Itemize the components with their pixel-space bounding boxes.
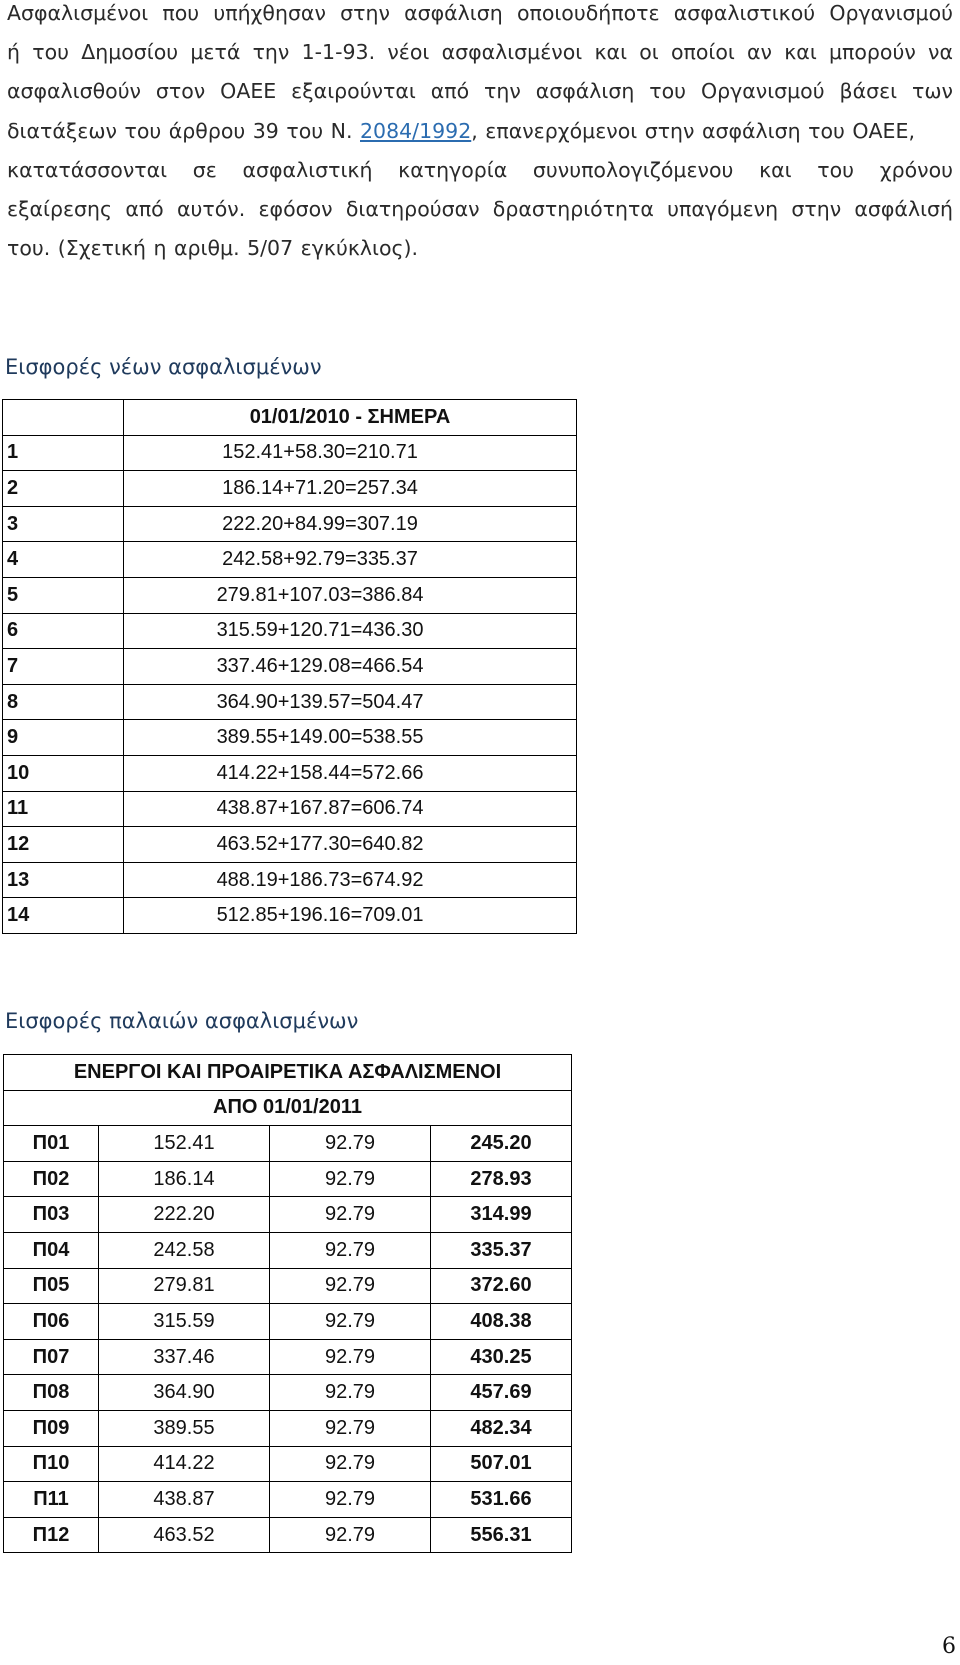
contribution-cell: 389.55+149.00=538.55 <box>124 720 577 756</box>
category-cell: 7 <box>3 649 124 685</box>
extra-amount-cell: 92.79 <box>270 1304 431 1340</box>
table-row <box>4 1304 572 1340</box>
page-number: 6 <box>942 1634 956 1659</box>
category-cell: Π12 <box>4 1517 99 1553</box>
table-row <box>4 1375 572 1411</box>
table-row <box>4 1197 572 1233</box>
extra-amount-cell: 92.79 <box>270 1410 431 1446</box>
table-row <box>3 577 577 613</box>
contribution-cell: 242.58+92.79=335.37 <box>124 542 577 578</box>
base-amount-cell: 279.81 <box>99 1268 270 1304</box>
category-cell: Π05 <box>4 1268 99 1304</box>
category-cell: Π01 <box>4 1126 99 1162</box>
table-header-row <box>4 1055 572 1091</box>
category-cell: Π04 <box>4 1232 99 1268</box>
category-cell: 2 <box>3 471 124 507</box>
category-cell: 11 <box>3 791 124 827</box>
table-row <box>3 506 577 542</box>
table-header-row <box>3 400 577 436</box>
date-header: ΑΠΟ 01/01/2011 <box>4 1090 572 1126</box>
category-cell: 13 <box>3 862 124 898</box>
table-row <box>3 435 577 471</box>
contribution-cell: 222.20+84.99=307.19 <box>124 506 577 542</box>
paragraph-line-with-link <box>7 112 953 151</box>
law-link[interactable]: 2084/1992 <box>360 118 472 143</box>
category-cell: Π07 <box>4 1339 99 1375</box>
contribution-cell: 364.90+139.57=504.47 <box>124 684 577 720</box>
extra-amount-cell: 92.79 <box>270 1126 431 1162</box>
total-cell: 457.69 <box>431 1375 572 1411</box>
contribution-cell: 152.41+58.30=210.71 <box>124 435 577 471</box>
category-cell: 12 <box>3 827 124 863</box>
extra-amount-cell: 92.79 <box>270 1232 431 1268</box>
table-row <box>3 684 577 720</box>
table-row <box>3 862 577 898</box>
empty-header-cell <box>3 400 124 436</box>
category-cell: 8 <box>3 684 124 720</box>
category-cell: 9 <box>3 720 124 756</box>
base-amount-cell: 315.59 <box>99 1304 270 1340</box>
total-cell: 430.25 <box>431 1339 572 1375</box>
base-amount-cell: 463.52 <box>99 1517 270 1553</box>
new-insured-table <box>2 399 577 934</box>
table-row <box>4 1482 572 1518</box>
extra-amount-cell: 92.79 <box>270 1517 431 1553</box>
total-cell: 507.01 <box>431 1446 572 1482</box>
old-insured-table <box>3 1054 572 1553</box>
insured-type-header: ΕΝΕΡΓΟΙ ΚΑΙ ΠΡΟΑΙΡΕΤΙΚΑ ΑΣΦΑΛΙΣΜΕΝΟΙ <box>4 1055 572 1091</box>
category-cell: Π02 <box>4 1161 99 1197</box>
extra-amount-cell: 92.79 <box>270 1339 431 1375</box>
total-cell: 335.37 <box>431 1232 572 1268</box>
table-row <box>3 827 577 863</box>
table-row <box>3 542 577 578</box>
extra-amount-cell: 92.79 <box>270 1268 431 1304</box>
extra-amount-cell: 92.79 <box>270 1197 431 1233</box>
new-insured-heading: Εισφορές νέων ασφαλισμένων <box>5 355 322 379</box>
total-cell: 314.99 <box>431 1197 572 1233</box>
paragraph-line: του. (Σχετική η αριθμ. 5/07 εγκύκλιος). <box>7 236 419 261</box>
table-row <box>3 720 577 756</box>
table-row <box>4 1410 572 1446</box>
total-cell: 245.20 <box>431 1126 572 1162</box>
contribution-cell: 337.46+129.08=466.54 <box>124 649 577 685</box>
paragraph-line: κατατάσσονται σε ασφαλιστική κατηγορία συνυπολογιζόμενου και του χρόνου <box>7 157 953 182</box>
category-cell: 14 <box>3 898 124 934</box>
extra-amount-cell: 92.79 <box>270 1375 431 1411</box>
base-amount-cell: 438.87 <box>99 1482 270 1518</box>
category-cell: Π09 <box>4 1410 99 1446</box>
contribution-cell: 315.59+120.71=436.30 <box>124 613 577 649</box>
contribution-cell: 438.87+167.87=606.74 <box>124 791 577 827</box>
category-cell: Π11 <box>4 1482 99 1518</box>
total-cell: 372.60 <box>431 1268 572 1304</box>
intro-paragraph <box>7 0 953 268</box>
table-row <box>4 1446 572 1482</box>
paragraph-text: διατάξεων του άρθρου 39 του Ν. <box>7 118 360 143</box>
category-cell: Π06 <box>4 1304 99 1340</box>
base-amount-cell: 389.55 <box>99 1410 270 1446</box>
paragraph-line: εξαίρεσης από αυτόν. εφόσον διατηρούσαν δραστηριότητα υπαγόμενη στην ασφάλισή <box>7 197 953 222</box>
table-row <box>4 1517 572 1553</box>
contribution-cell: 463.52+177.30=640.82 <box>124 827 577 863</box>
base-amount-cell: 364.90 <box>99 1375 270 1411</box>
contribution-cell: 414.22+158.44=572.66 <box>124 755 577 791</box>
table-row <box>4 1339 572 1375</box>
table-row <box>4 1126 572 1162</box>
total-cell: 278.93 <box>431 1161 572 1197</box>
contribution-cell: 279.81+107.03=386.84 <box>124 577 577 613</box>
table-row <box>4 1161 572 1197</box>
category-cell: Π08 <box>4 1375 99 1411</box>
total-cell: 408.38 <box>431 1304 572 1340</box>
extra-amount-cell: 92.79 <box>270 1161 431 1197</box>
base-amount-cell: 222.20 <box>99 1197 270 1233</box>
base-amount-cell: 242.58 <box>99 1232 270 1268</box>
contribution-cell: 512.85+196.16=709.01 <box>124 898 577 934</box>
period-header: 01/01/2010 - ΣΗΜΕΡΑ <box>124 400 577 436</box>
paragraph-line: ή του Δημοσίου μετά την 1-1-93. νέοι ασφαλισμένοι και οι οποίοι αν και μπορούν να <box>7 40 953 65</box>
contribution-cell: 488.19+186.73=674.92 <box>124 862 577 898</box>
table-row <box>4 1268 572 1304</box>
paragraph-line: ασφαλισθούν στον ΟΑΕΕ εξαιρούνται από την ασφάλιση του Οργανισμού βάσει των <box>7 79 953 104</box>
table-row <box>3 471 577 507</box>
total-cell: 482.34 <box>431 1410 572 1446</box>
extra-amount-cell: 92.79 <box>270 1446 431 1482</box>
base-amount-cell: 152.41 <box>99 1126 270 1162</box>
base-amount-cell: 186.14 <box>99 1161 270 1197</box>
table-row <box>3 898 577 934</box>
total-cell: 556.31 <box>431 1517 572 1553</box>
category-cell: Π03 <box>4 1197 99 1233</box>
table-row <box>3 755 577 791</box>
table-header-row <box>4 1090 572 1126</box>
base-amount-cell: 414.22 <box>99 1446 270 1482</box>
table-row <box>4 1232 572 1268</box>
base-amount-cell: 337.46 <box>99 1339 270 1375</box>
category-cell: 4 <box>3 542 124 578</box>
extra-amount-cell: 92.79 <box>270 1482 431 1518</box>
table-row <box>3 791 577 827</box>
paragraph-line: Ασφαλισμένοι που υπήχθησαν στην ασφάλιση οποιουδήποτε ασφαλιστικού Οργανισμού <box>7 1 953 25</box>
table-row <box>3 649 577 685</box>
category-cell: 10 <box>3 755 124 791</box>
category-cell: 5 <box>3 577 124 613</box>
category-cell: Π10 <box>4 1446 99 1482</box>
table-row <box>3 613 577 649</box>
contribution-cell: 186.14+71.20=257.34 <box>124 471 577 507</box>
category-cell: 1 <box>3 435 124 471</box>
total-cell: 531.66 <box>431 1482 572 1518</box>
old-insured-heading: Εισφορές παλαιών ασφαλισμένων <box>5 1009 359 1033</box>
paragraph-text: , επανερχόμενοι στην ασφάλιση του ΟΑΕΕ, <box>471 118 915 143</box>
category-cell: 3 <box>3 506 124 542</box>
category-cell: 6 <box>3 613 124 649</box>
